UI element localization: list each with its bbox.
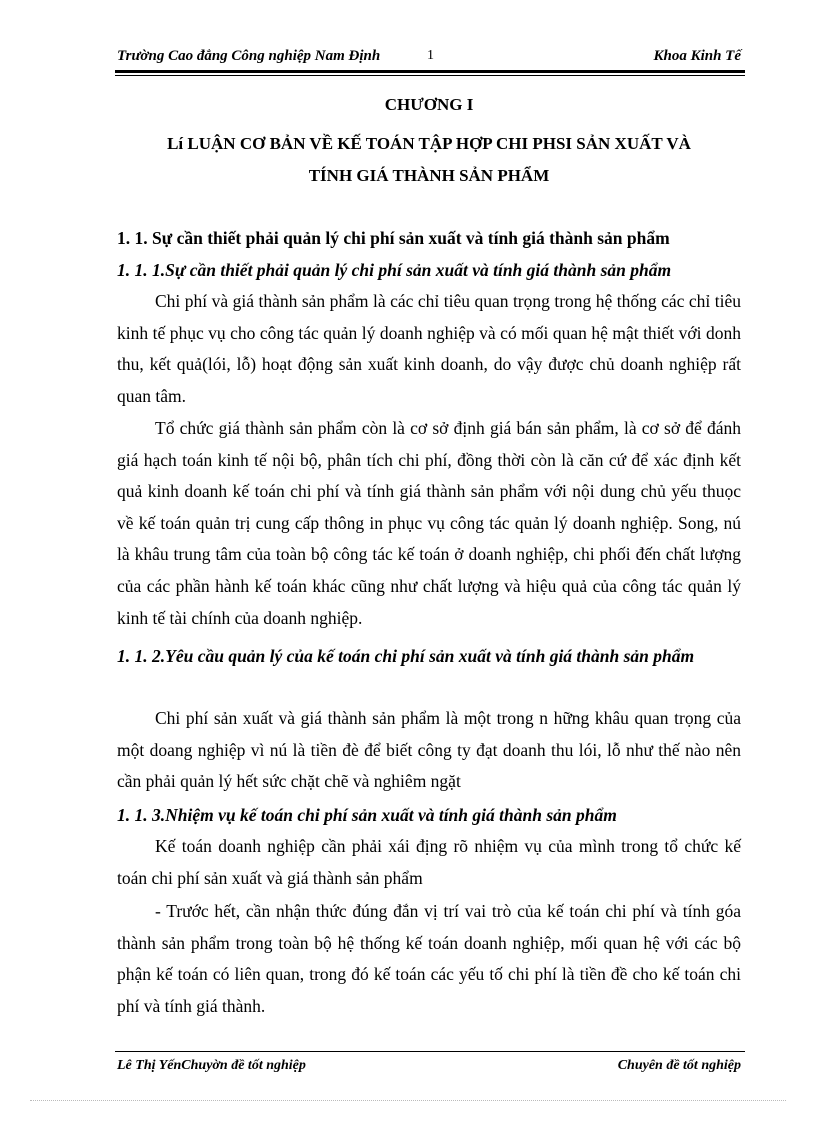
section-1-1-paragraph-1: Chi phí và giá thành sản phẩm là các chỉ tiêu quan trọng trong hệ thống các chỉ tiêu kinh tế phục vụ cho công tác quản lý doanh nghiệp và có mối quan hệ mật thiết với donh thu, kết quả(lói, lỗ) hoạt động sản xuất kinh doanh, do vậy được chủ doanh nghiệp rất quan tâm.: [117, 291, 741, 406]
footer-rule: [115, 1051, 745, 1052]
header-page-number: 1: [427, 48, 434, 63]
section-1-3-paragraph-1: Kế toán doanh nghiệp cần phải xái địng rõ nhiệm vụ của mình trong tổ chức kế toán chi phí sản xuất và giá thành sản phẩm: [117, 836, 741, 888]
footer-title: Chuyên đề tốt nghiệp: [617, 1058, 741, 1073]
page-header: [117, 48, 741, 68]
section-1-heading: 1. 1. Sự cần thiết phải quản lý chi phí sản xuất và tính giá thành sản phẩm: [117, 228, 670, 248]
header-rule: [115, 70, 745, 76]
chapter-label: CHƯƠNG I: [384, 95, 474, 114]
section-1-3-paragraph-2: - Trước hết, cần nhận thức đúng đắn vị trí vai trò của kế toán chi phí và tính góa thành sản phẩm trong toàn bộ hệ thống kế toán doanh nghiệp, mối quan hệ với các bộ phận kế toán có liên quan, trong đó kế toán các yếu tố chi phí là tiền đề cho kế toán chi phí và tính giá thành.: [117, 901, 741, 1016]
footer-author: Lê Thị YếnChuyờn đề tốt nghiệp: [117, 1058, 306, 1073]
page-footer: [117, 1058, 741, 1078]
section-1-2-paragraph-1: Chi phí sản xuất và giá thành sản phẩm là một trong n hững khâu quan trọng của một doang nghiệp vì nú là tiền đè để biết công ty đạt doanh thu lói, lỗ như thế nào nên cần phải quản lý hết sức chặt chẽ và nghiêm ngặt: [117, 708, 741, 792]
section-1-1-heading: 1. 1. 1.Sự cần thiết phải quản lý chi phí sản xuất và tính giá thành sản phẩm: [117, 260, 672, 280]
chapter-title-line2: TÍNH GIÁ THÀNH SẢN PHẨM: [308, 166, 550, 185]
header-school-name: Trường Cao đẳng Công nghiệp Nam Định: [117, 48, 381, 64]
page-bottom-dotted-rule: [30, 1100, 786, 1101]
chapter-title-line1: Lí LUẬN CƠ BẢN VỀ KẾ TOÁN TẬP HỢP CHI PHSI SẢN XUẤT VÀ: [167, 134, 691, 153]
section-1-2-heading: 1. 1. 2.Yêu cầu quản lý của kế toán chi phí sản xuất và tính giá thành sản phẩm: [117, 646, 695, 666]
header-department: Khoa Kinh Tế: [653, 48, 741, 64]
section-1-3-heading: 1. 1. 3.Nhiệm vụ kế toán chi phí sản xuất và tính giá thành sản phẩm: [117, 805, 617, 825]
chapter-title: [117, 128, 741, 192]
section-1-1-paragraph-2: Tổ chức giá thành sản phẩm còn là cơ sở định giá bán sản phẩm, là cơ sở để đánh giá hạch toán kinh tế nội bộ, phân tích chi phí, đồng thời còn là căn cứ để xác định kết quả kinh doanh kế toán chi phí và tính giá thành sản phẩm với nội dung chủ yếu thuọc về kế toán quản trị cung cấp thông in phục vụ công tác quản lý doanh nghiệp. Song, nú là khâu trung tâm của toàn bộ công tác kế toán ở doanh nghiệp, chi phối đến chất lượng của các phần hành kế toán khác cũng như chất lượng và hiệu quả của công tác quản lý kinh tế tài chính của doanh nghiệp.: [117, 418, 741, 628]
